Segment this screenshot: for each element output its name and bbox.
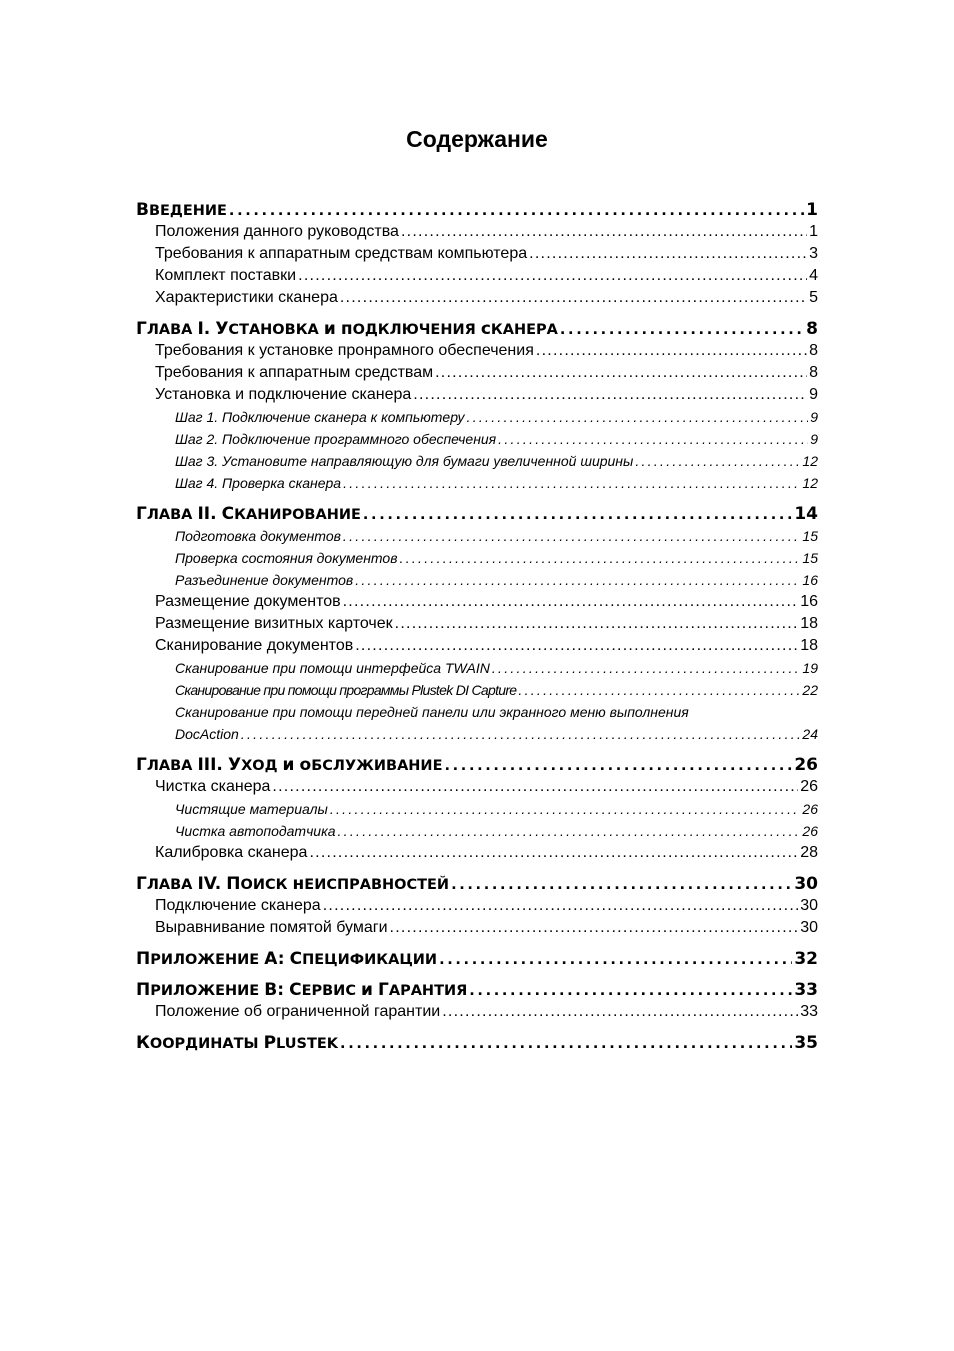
dot-leader <box>635 450 800 472</box>
toc-entry[interactable] <box>136 450 818 472</box>
dot-leader <box>435 362 807 384</box>
toc-entry-title: ПРИЛОЖЕНИЕ B: СЕРВИС и ГАРАНТИЯ <box>136 980 468 1000</box>
toc-entry[interactable] <box>136 657 818 679</box>
toc-entry-title: Положение об ограниченной гарантии <box>155 1003 441 1020</box>
dot-leader <box>272 776 798 798</box>
toc-page-number: 26 <box>800 778 818 795</box>
dot-leader <box>343 591 799 613</box>
toc-entry-title: ГЛАВА IV. ПОИСК нЕИСПРАВНОСТЕЙ <box>136 874 450 894</box>
toc-entry-title: КООРДИНАТЫ PLUSTEK <box>136 1033 339 1053</box>
toc-entry-title: Требования к установке пронрамного обеспечения <box>155 342 534 359</box>
dot-leader <box>323 895 799 917</box>
toc-page-number: 4 <box>809 267 818 284</box>
dot-leader <box>241 723 801 745</box>
dot-leader <box>363 504 792 525</box>
toc-page-number: 35 <box>794 1033 818 1053</box>
toc-chapter[interactable] <box>136 503 818 525</box>
toc-page-number: 28 <box>800 844 818 861</box>
toc-page-number: 8 <box>809 364 818 381</box>
toc-entry-title: Требования к аппаратным средствам компьютера <box>155 245 528 262</box>
toc-entry-title: Размещение визитных карточек <box>155 615 393 632</box>
dot-leader <box>400 547 801 569</box>
toc-page-number: 30 <box>800 919 818 936</box>
toc-page-number: 16 <box>802 572 818 588</box>
dot-leader <box>518 679 800 701</box>
dot-leader <box>442 1001 798 1023</box>
toc-entry-title: Шаг 3. Установите направляющую для бумаги увеличенной ширины <box>175 453 634 469</box>
toc-entry-title: Сканирование при помощи программы Plustek DI Capture <box>175 682 517 698</box>
toc-entry-title: ГЛАВА II. СКАНИРОВАНИЕ <box>136 504 361 524</box>
page-title: Содержание <box>406 126 548 152</box>
toc-page-number: 3 <box>809 245 818 262</box>
dot-leader <box>413 384 807 406</box>
toc-entry-title: Сканирование при помощи интерфейса TWAIN <box>175 660 490 676</box>
toc-page-number: 19 <box>802 660 818 676</box>
toc-entry[interactable] <box>136 895 818 917</box>
toc-entry[interactable] <box>136 613 818 635</box>
toc-entry[interactable] <box>136 917 818 939</box>
toc-entry-title: ВВЕДЕНИЕ <box>136 200 227 220</box>
toc-entry[interactable] <box>136 701 818 723</box>
toc-entry-title: Разъединение документов <box>175 572 354 588</box>
toc-entry-title: Проверка состояния документов <box>175 550 398 566</box>
toc-entry-title: Шаг 4. Проверка сканера <box>175 475 342 491</box>
dot-leader <box>498 428 808 450</box>
toc-entry-title: DocAction <box>175 726 239 742</box>
toc-entry-title: Подготовка документов <box>175 528 341 544</box>
toc-entry-title: Установка и подключение сканера <box>155 386 412 403</box>
dot-leader <box>560 319 804 340</box>
toc-page-number: 12 <box>802 453 818 469</box>
dot-leader <box>298 265 807 287</box>
toc-page-number: 12 <box>802 475 818 491</box>
dot-leader <box>451 874 792 895</box>
toc-entry[interactable] <box>136 635 818 657</box>
dot-leader <box>536 340 807 362</box>
toc-page-number: 5 <box>809 289 818 306</box>
toc-entry-title: Шаг 1. Подключение сканера к компьютеру <box>175 409 465 425</box>
toc-entry[interactable] <box>136 776 818 798</box>
toc-entry-title: Сканирование при помощи передней панели или экранного меню выполнения <box>175 704 689 720</box>
toc-page-number: 8 <box>806 319 818 339</box>
toc-page-number: 26 <box>802 801 818 817</box>
dot-leader <box>343 525 801 547</box>
toc-entry[interactable] <box>136 798 818 820</box>
toc-page-number: 1 <box>809 223 818 240</box>
dot-leader <box>395 613 799 635</box>
toc-entry[interactable] <box>136 406 818 428</box>
toc-page-number: 16 <box>800 593 818 610</box>
toc-entry-title: Характеристики сканера <box>155 289 338 306</box>
toc-entry[interactable] <box>136 243 818 265</box>
toc-page-number: 9 <box>809 386 818 403</box>
toc-entry-title: Требования к аппаратным средствам <box>155 364 434 381</box>
toc-entry-title: Размещение документов <box>155 593 341 610</box>
toc-chapter[interactable] <box>136 199 818 221</box>
toc-entry[interactable] <box>136 362 818 384</box>
toc-page-number: 24 <box>802 726 818 742</box>
dot-leader <box>309 842 798 864</box>
toc-page-number: 18 <box>800 615 818 632</box>
toc-chapter[interactable] <box>136 948 818 970</box>
toc-entry-title: Сканирование документов <box>155 637 354 654</box>
toc-entry-title: Калибровка сканера <box>155 844 308 861</box>
toc-entry[interactable] <box>136 1001 818 1023</box>
dot-leader <box>390 917 799 939</box>
toc-page-number: 26 <box>794 755 818 775</box>
dot-leader <box>340 287 807 309</box>
toc-entry[interactable] <box>136 472 818 494</box>
toc-page-number: 9 <box>810 431 818 447</box>
toc-page-number: 8 <box>809 342 818 359</box>
toc-chapter[interactable] <box>136 754 818 776</box>
toc-entry[interactable] <box>136 547 818 569</box>
toc-entry[interactable] <box>136 428 818 450</box>
toc-page-number: 18 <box>800 637 818 654</box>
toc-entry-title: Подключение сканера <box>155 897 321 914</box>
toc-page-number: 30 <box>800 897 818 914</box>
toc-entry[interactable] <box>136 221 818 243</box>
toc-page-number: 30 <box>794 874 818 894</box>
toc-chapter[interactable] <box>136 873 818 895</box>
dot-leader <box>355 635 798 657</box>
toc-entry[interactable] <box>136 679 818 701</box>
toc-page-number: 32 <box>794 949 818 969</box>
toc-chapter[interactable] <box>136 318 818 340</box>
toc-entry-title: Чистка автоподатчика <box>175 823 336 839</box>
toc-chapter[interactable] <box>136 979 818 1001</box>
toc-page-number: 1 <box>806 200 818 220</box>
toc-page-number: 14 <box>794 504 818 524</box>
dot-leader <box>469 980 792 1001</box>
dot-leader <box>340 1033 792 1054</box>
dot-leader <box>467 406 809 428</box>
toc-entry-title: Комплект поставки <box>155 267 297 284</box>
toc-entry-title: ГЛАВА I. УСТАНОВКА и пОДКЛЮЧЕНИЯ сКАНЕРА <box>136 319 558 339</box>
toc-page-number: 15 <box>802 528 818 544</box>
toc-entry[interactable] <box>136 525 818 547</box>
toc-entry[interactable] <box>136 287 818 309</box>
dot-leader <box>330 798 801 820</box>
table-of-contents <box>136 199 818 1054</box>
toc-page-number: 33 <box>794 980 818 1000</box>
toc-entry-continuation[interactable] <box>136 723 818 745</box>
toc-page-number: 22 <box>802 682 818 698</box>
dot-leader <box>439 949 792 970</box>
toc-entry[interactable] <box>136 820 818 842</box>
toc-entry[interactable] <box>136 340 818 362</box>
toc-entry-title: Выравнивание помятой бумаги <box>155 919 388 936</box>
dot-leader <box>401 221 807 243</box>
toc-entry-title: Чистящие материалы <box>175 801 328 817</box>
toc-entry-title: Положения данного руководства <box>155 223 399 240</box>
dot-leader <box>529 243 807 265</box>
toc-entry[interactable] <box>136 384 818 406</box>
toc-page-number: 33 <box>800 1003 818 1020</box>
toc-entry[interactable] <box>136 569 818 591</box>
toc-page-number: 26 <box>802 823 818 839</box>
toc-page-number: 9 <box>810 409 818 425</box>
toc-entry[interactable] <box>136 842 818 864</box>
toc-entry[interactable] <box>136 265 818 287</box>
dot-leader <box>355 569 800 591</box>
dot-leader <box>229 200 804 221</box>
toc-entry-title: ГЛАВА III. УХОД и оБСЛУЖИВАНИЕ <box>136 755 443 775</box>
toc-entry-title: ПРИЛОЖЕНИЕ A: СПЕЦИФИКАЦИИ <box>136 949 438 969</box>
toc-entry[interactable] <box>136 591 818 613</box>
dot-leader <box>343 472 800 494</box>
toc-chapter[interactable] <box>136 1032 818 1054</box>
dot-leader <box>444 755 792 776</box>
dot-leader <box>338 820 801 842</box>
toc-entry-title: Чистка сканера <box>155 778 271 795</box>
dot-leader <box>492 657 801 679</box>
toc-page-number: 15 <box>802 550 818 566</box>
toc-entry-title: Шаг 2. Подключение программного обеспечения <box>175 431 497 447</box>
